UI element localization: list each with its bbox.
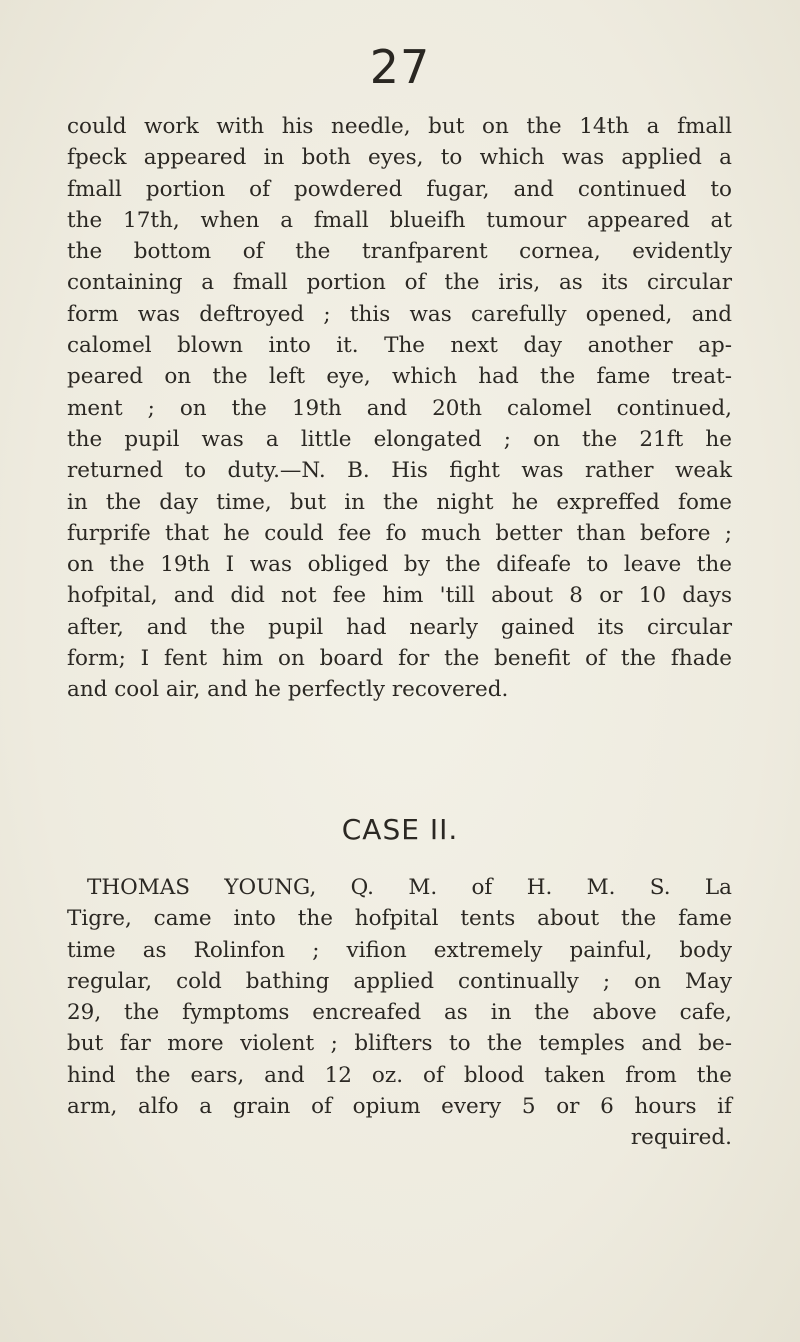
text-line: fmall portion of powdered fugar, and continued to [67,176,732,202]
text-line: THOMAS YOUNG, Q. M. of H. M. S. La [87,875,732,900]
text-line: form was deftroyed ; this was carefully opened, and [67,301,732,327]
catchword: required. [630,1125,732,1151]
text-line: after, and the pupil had nearly gained its circular [67,614,732,640]
text-line: calomel blown into it. The next day another ap- [67,333,732,359]
text-line: on the 19th I was obliged by the difeafe to leave the [67,552,732,578]
text-line: 29, the fymptoms encreafed as in the above cafe, [67,1000,732,1026]
text-line: in the day time, but in the night he expreffed fome [67,489,732,515]
text-line: the 17th, when a fmall blueifh tumour appeared at [67,207,732,233]
text-line: ment ; on the 19th and 20th calomel continued, [67,395,732,421]
paragraph-case-1-continuation [67,111,732,706]
text-line: returned to duty.—N. B. His fight was rather weak [67,458,732,484]
text-line: Tigre, came into the hofpital tents about the fame [67,906,732,932]
paragraph-case-2 [67,872,732,1154]
text-line: form; I fent him on board for the benefit of the fhade [67,646,732,672]
text-line: the bottom of the tranfparent cornea, evidently [67,239,732,265]
text-line: but far more violent ; blifters to the temples and be- [67,1031,732,1057]
text-line: and cool air, and he perfectly recovered. [67,677,509,703]
text-line: could work with his needle, but on the 14th a fmall [67,114,732,139]
text-line: time as Rolinfon ; vifion extremely painful, body [67,937,732,963]
text-line: furprife that he could fee fo much better than before ; [67,520,732,546]
text-line: regular, cold bathing applied continually ; on May [67,968,732,994]
text-line: the pupil was a little elongated ; on the 21ft he [67,426,732,452]
page-number: 27 [369,40,431,94]
text-line: fpeck appeared in both eyes, to which was applied a [67,145,732,171]
text-line: hind the ears, and 12 oz. of blood taken from the [67,1062,732,1088]
text-line: containing a fmall portion of the iris, as its circular [67,270,732,296]
text-line: arm, alfo a grain of opium every 5 or 6 hours if [67,1094,732,1120]
case-heading: CASE II. [341,813,459,846]
text-line: hofpital, and did not fee him 'till about 8 or 10 days [67,583,732,609]
text-line: peared on the left eye, which had the fame treat- [67,364,732,390]
